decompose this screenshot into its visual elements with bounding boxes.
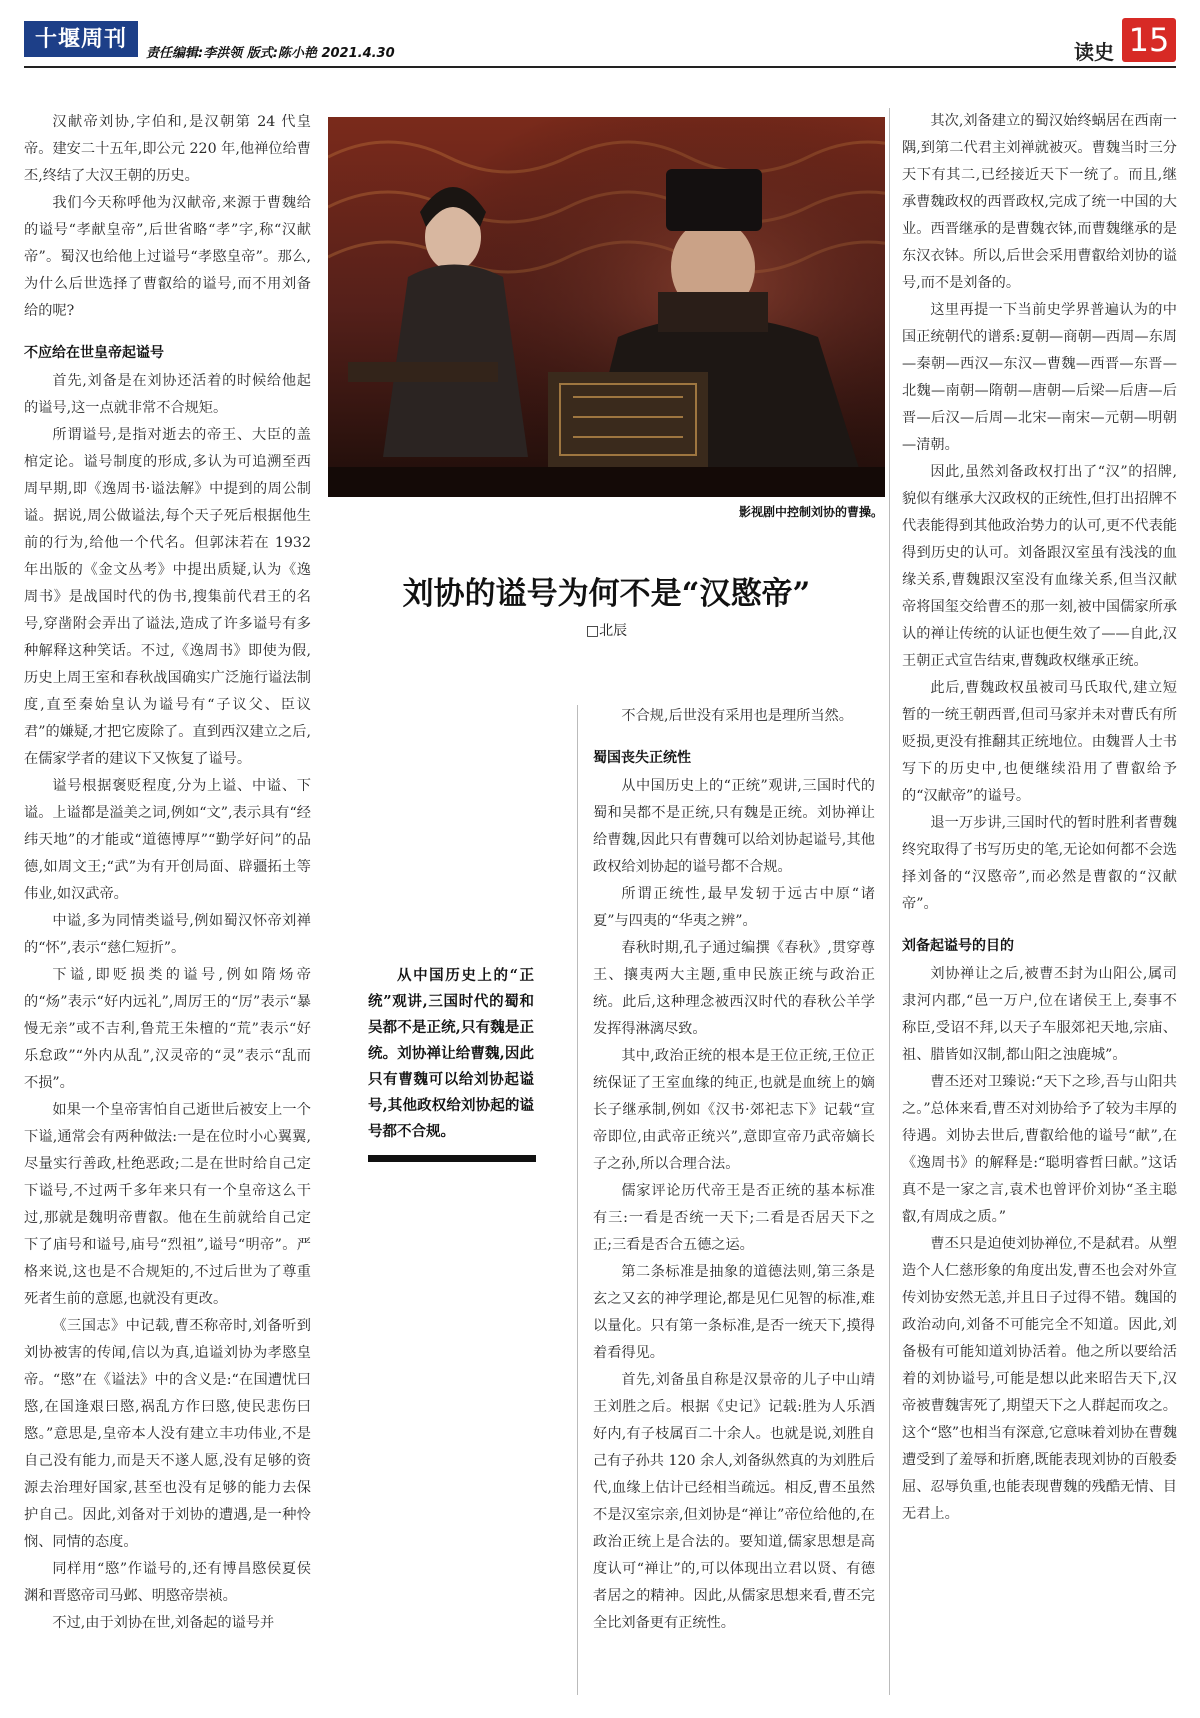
paragraph: 首先,刘备是在刘协还活着的时候给他起的谥号,这一点就非常不合规矩。	[24, 373, 311, 416]
paragraph: 如果一个皇帝害怕自己逝世后被安上一个下谥,通常会有两种做法:一是在位时小心翼翼,尽量实行善政,杜绝恶政;二是在世时给自己定下谥号,不过两千多年来只有一个皇帝这么干过,那就是魏明帝曹叡。他在生前就给自己定下了庙号和谥号,庙号“烈祖”,谥号“明帝”。严格来说,这也是不合规矩的,不过后世为了尊重死者生前的意愿,也就没有更改。	[24, 1102, 311, 1307]
photo-illustration	[328, 117, 885, 497]
paragraph: 不合规,后世没有采用也是理所当然。	[621, 708, 853, 724]
article-title: 刘协的谥号为何不是“汉愍帝”	[402, 576, 811, 612]
paragraph: 刘协禅让之后,被曹丕封为山阳公,属司隶河内郡,“邑一万户,位在诸侯王上,奏事不称臣,受诏不拜,以天子车服郊祀天地,宗庙、祖、腊皆如汉制,都山阳之浊鹿城”。	[902, 966, 1177, 1063]
paragraph: 其中,政治正统的根本是王位正统,王位正统保证了王室血缘的纯正,也就是血统上的嫡长子继承制,例如《汉书·郊祀志下》记载“宣帝即位,由武帝正统兴”,意即宣帝乃武帝嫡长子之孙,所以合理合法。	[593, 1048, 875, 1172]
paragraph: 我们今天称呼他为汉献帝,来源于曹魏给的谥号“孝献皇帝”,后世省略“孝”字,称“汉献帝”。蜀汉也给他上过谥号“孝愍皇帝”。那么,为什么后世选择了曹叡给的谥号,而不用刘备给的呢?	[24, 195, 311, 319]
paragraph: 第二条标准是抽象的道德法则,第三条是玄之又玄的神学理论,都是见仁见智的标准,难以量化。只有第一条标准,是否一统天下,摸得着看得见。	[593, 1264, 875, 1361]
editor-credits: 责任编辑:李洪领 版式:陈小艳 2021.4.30	[146, 46, 395, 61]
pull-quote-bar	[368, 1155, 536, 1162]
paragraph: 所谓正统性,最早发轫于远古中原“诸夏”与四夷的“华夷之辨”。	[593, 886, 875, 929]
paragraph: 不过,由于刘协在世,刘备起的谥号并	[52, 1615, 275, 1631]
paragraph: 春秋时期,孔子通过编撰《春秋》,贯穿尊王、攘夷两大主题,重申民族正统与政治正统。此后,这种理念被西汉时代的春秋公羊学发挥得淋漓尽致。	[593, 940, 875, 1037]
paragraph: 从中国历史上的“正统”观讲,三国时代的蜀和吴都不是正统,只有魏是正统。刘协禅让给曹魏,因此只有曹魏可以给刘协起谥号,其他政权给刘协起的谥号都不合规。	[593, 778, 875, 875]
article-column-3	[593, 703, 875, 1637]
header-rule	[24, 66, 1176, 68]
paragraph: 下谥,即贬损类的谥号,例如隋炀帝的“炀”表示“好内远礼”,周厉王的“厉”表示“暴慢无亲”或不吉利,鲁荒王朱檀的“荒”表示“好乐怠政”“外内从乱”,汉灵帝的“灵”表示“乱而不损”。	[24, 967, 311, 1091]
still-photo	[328, 117, 885, 497]
masthead-logo: 十堰周刊	[24, 21, 138, 57]
paragraph: 汉献帝刘协,字伯和,是汉朝第 24 代皇帝。建安二十五年,即公元 220 年,他禅位给曹丕,终结了大汉王朝的历史。	[24, 114, 311, 184]
paragraph: 谥号根据褒贬程度,分为上谥、中谥、下谥。上谥都是溢美之词,例如“文”,表示具有“经纬天地”的才能或“道德博厚”“勤学好问”的品德,如周文王;“武”为有开创局面、辟疆拓土等伟业,如汉武帝。	[24, 778, 311, 902]
subheading: 不应给在世皇帝起谥号	[24, 345, 164, 361]
pull-quote: 从中国历史上的“正统”观讲,三国时代的蜀和吴都不是正统,只有魏是正统。刘协禅让给曹魏,因此只有曹魏可以给刘协起谥号,其他政权给刘协起的谥号都不合规。	[368, 967, 534, 1140]
paragraph: 退一万步讲,三国时代的暂时胜利者曹魏终究取得了书写历史的笔,无论如何都不会选择刘备的“汉愍帝”,而必然是曹叡的“汉献帝”。	[902, 815, 1177, 912]
paragraph: 此后,曹魏政权虽被司马氏取代,建立短暂的一统王朝西晋,但司马家并未对曹氏有所贬损,更没有推翻其正统地位。由魏晋人士书写下的历史中,也便继续沿用了曹叡给予的“汉献帝”的谥号。	[902, 680, 1177, 804]
paragraph: 因此,虽然刘备政权打出了“汉”的招牌,貌似有继承大汉政权的正统性,但打出招牌不代表能得到其他政治势力的认可,更不代表能得到历史的认可。刘备跟汉室虽有浅浅的血缘关系,曹魏跟汉室没有血缘关系,但当汉献帝将国玺交给曹丕的那一刻,被中国儒家所承认的禅让传统的认证也便生效了——自此,汉王朝正式宣告结束,曹魏政权继承正统。	[902, 464, 1177, 669]
paragraph: 儒家评论历代帝王是否正统的基本标准有三:一看是否统一天下;二看是否居天下之正;三看是否合五德之运。	[593, 1183, 875, 1253]
article-column-1	[24, 109, 311, 1637]
paragraph: 所谓谥号,是指对逝去的帝王、大臣的盖棺定论。谥号制度的形成,多认为可追溯至西周早期,即《逸周书·谥法解》中提到的周公制谥。据说,周公做谥法,每个天子死后根据他生前的行为,给他一个代名。但郭沫若在 1932 年出版的《金文丛考》中提出质疑,认为《逸周书》是战国时代的伪书,搜集前代君王的名号,穿凿附会弄出了谥法,造成了许多谥号有多种解释这种笑话。不过,《逸周书》即使为假,历史上周王室和春秋战国确实广泛施行谥法制度,直至秦始皇认为谥号有“子议父、臣议君”的嫌疑,才把它废除了。直到西汉建立之后,在儒家学者的建议下又恢复了谥号。	[24, 427, 311, 767]
page-number: 15	[1122, 18, 1176, 62]
photo-caption: 影视剧中控制刘协的曹操。	[738, 505, 883, 519]
article-column-4	[902, 108, 1177, 1528]
paragraph: 曹丕还对卫臻说:“天下之珍,吾与山阳共之。”总体来看,曹丕对刘协给予了较为丰厚的待遇。刘协去世后,曹叡给他的谥号“献”,在《逸周书》的解释是:“聪明睿哲曰献。”这话真不是一家之言,袁术也曾评价刘协“圣主聪叡,有周成之质。”	[902, 1074, 1177, 1225]
page-header	[24, 18, 1176, 66]
paragraph: 其次,刘备建立的蜀汉始终蜗居在西南一隅,到第二代君主刘禅就被灭。曹魏当时三分天下有其二,已经接近天下一统了。而且,继承曹魏政权的西晋政权,完成了统一中国的大业。西晋继承的是曹魏衣钵,而曹魏继承的是东汉衣钵。所以,后世会采用曹叡给刘协的谥号,而不是刘备的。	[902, 113, 1177, 291]
subheading: 蜀国丧失正统性	[593, 750, 691, 766]
paragraph: 曹丕只是迫使刘协禅位,不是弑君。从塑造个人仁慈形象的角度出发,曹丕也会对外宣传刘协安然无恙,并且日子过得不错。魏国的政治动向,刘备不可能完全不知道。因此,刘备极有可能知道刘协活着。他之所以要给活着的刘协谥号,可能是想以此来昭告天下,汉帝被曹魏害死了,期望天下之人群起而攻之。这个“愍”也相当有深意,它意味着刘协在曹魏遭受到了羞辱和折磨,既能表现刘协的百般委屈、忍辱负重,也能表现曹魏的残酷无情、目无君上。	[902, 1236, 1177, 1522]
column-divider	[577, 705, 578, 1695]
paragraph: 《三国志》中记载,曹丕称帝时,刘备听到刘协被害的传闻,信以为真,追谥刘协为孝愍皇帝。“愍”在《谥法》中的含义是:“在国遭忧曰愍,在国逢艰曰愍,祸乱方作曰愍,使民悲伤曰愍。”意思是,皇帝本人没有建立丰功伟业,不是自己没有能力,而是天不遂人愿,没有足够的资源去治理好国家,甚至也没有足够的能力去保护自己。因此,刘备对于刘协的遭遇,是一种怜悯、同情的态度。	[24, 1318, 311, 1550]
paragraph: 中谥,多为同情类谥号,例如蜀汉怀帝刘禅的“怀”,表示“慈仁短折”。	[24, 913, 311, 956]
section-title: 读史	[1074, 40, 1114, 64]
paragraph: 这里再提一下当前史学界普遍认为的中国正统朝代的谱系:夏朝—商朝—西周—东周—秦朝—西汉—东汉—曹魏—西晋—东晋—北魏—南朝—隋朝—唐朝—后梁—后唐—后晋—后汉—后周—北宋—南宋—元朝—明朝—清朝。	[902, 302, 1177, 453]
byline: □北辰	[585, 623, 628, 639]
column-divider	[889, 108, 890, 1695]
subheading: 刘备起谥号的目的	[902, 938, 1014, 954]
paragraph: 同样用“愍”作谥号的,还有博昌愍侯夏侯渊和晋愍帝司马邺、明愍帝崇祯。	[24, 1561, 311, 1604]
paragraph: 首先,刘备虽自称是汉景帝的儿子中山靖王刘胜之后。根据《史记》记载:胜为人乐酒好内,有子枝属百二十余人。也就是说,刘胜自己有子孙共 120 余人,刘备纵然真的为刘胜后代,血缘上估计已经相当疏远。相反,曹丕虽然不是汉室宗亲,但刘协是“禅让”帝位给他的,在政治正统上是合法的。要知道,儒家思想是高度认可“禅让”的,可以体现出立君以贤、有德者居之的精神。因此,从儒家思想来看,曹丕完全比刘备更有正统性。	[593, 1372, 875, 1631]
